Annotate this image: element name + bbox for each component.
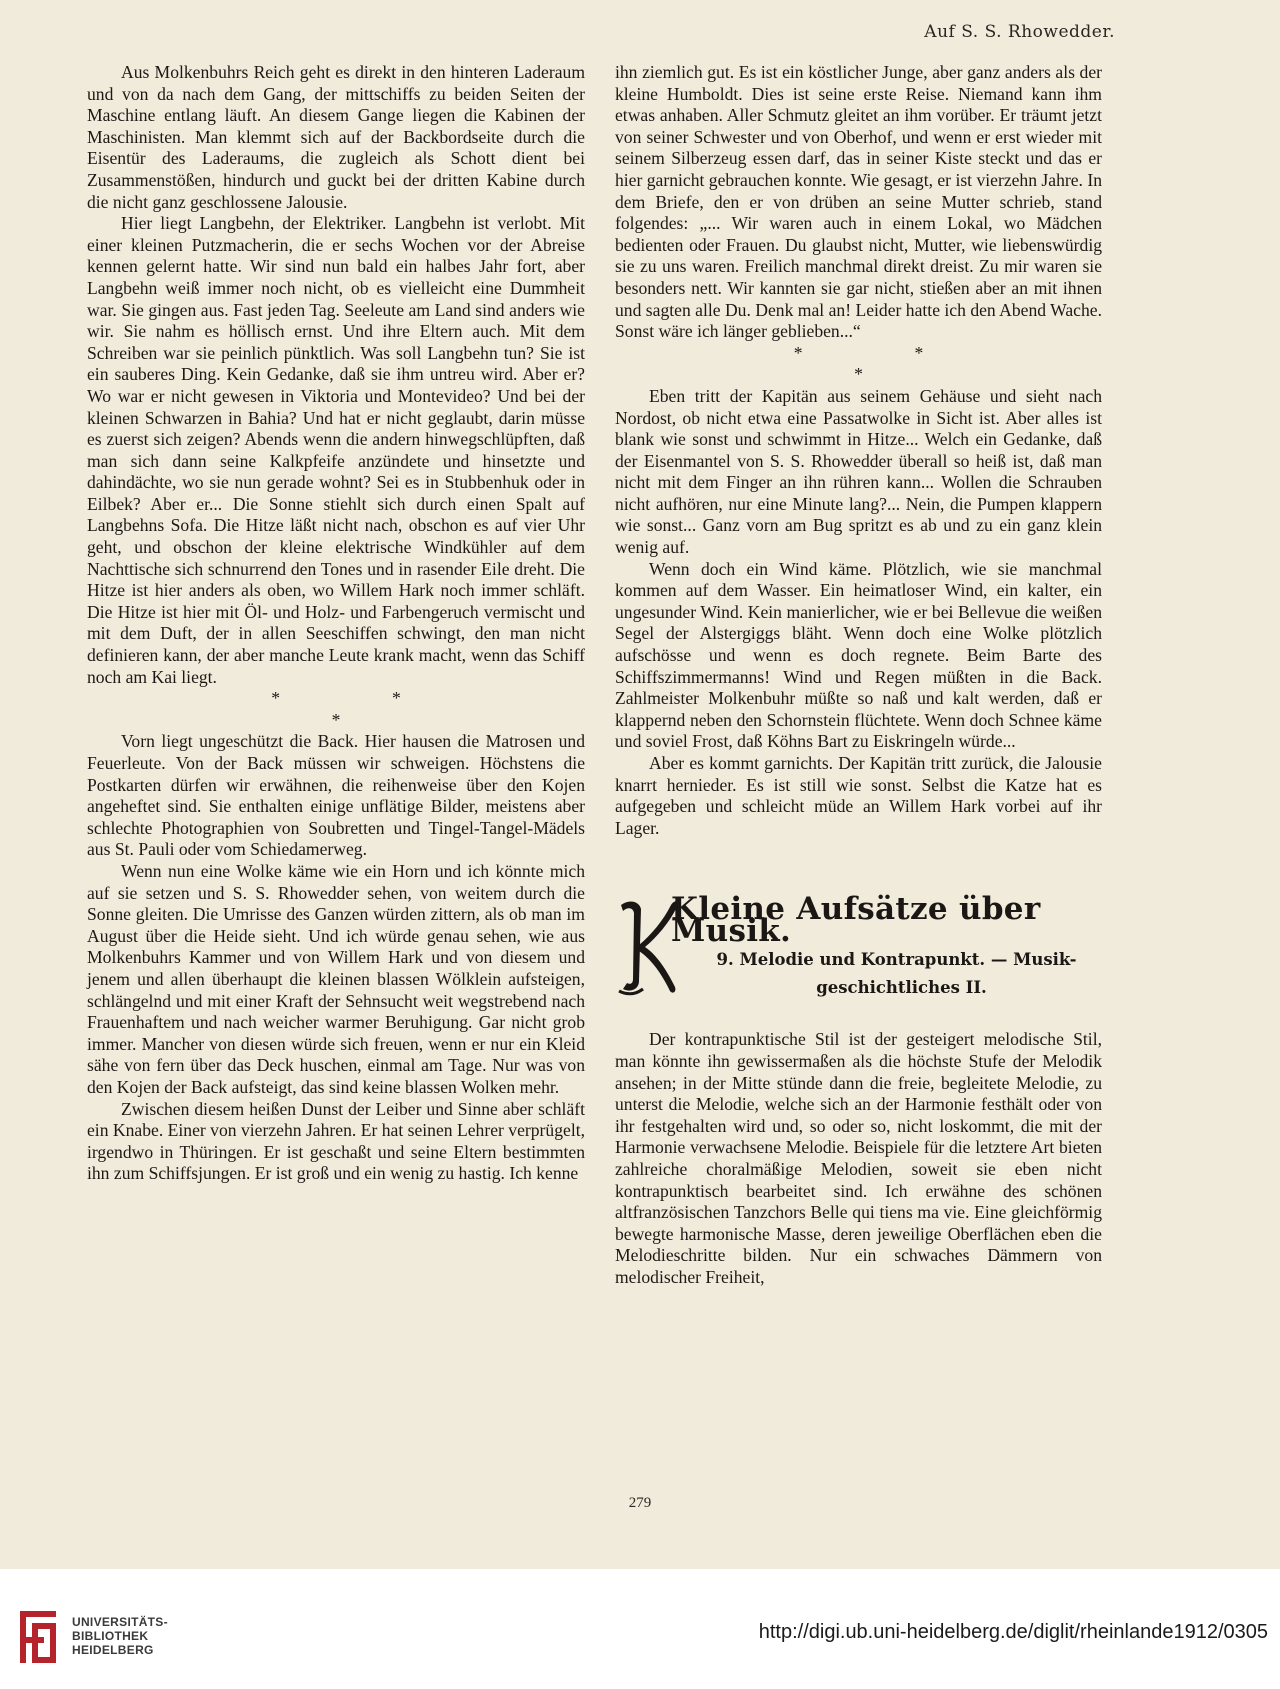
right-column [615,62,1102,1289]
article-title: Kleine Aufsätze über Musik. [671,891,1041,949]
right-paragraph-1: ihn ziemlich gut. Es ist ein köstlicher Junge, aber ganz anders als der kleine Humboldt. Dies ist seine erste Reise. Niemand kann ihm etwas anhaben. Aller Schmutz gleitet an ihm vorüber. Er träumt jetzt von seiner Schwester und von Oberhof, und wenn er erst wieder mit seinem Silberzeug essen darf, das in seiner Kiste steckt und das er hier garnicht gebrauchen konnte. Wie gesagt, er ist vierzehn Jahre. In dem Briefe, den er von drüben an seine Mutter schrieb, stand folgendes: „... Wir waren auch in einem Lokal, wo Mädchen bedienten oder Frauen. Du glaubst nicht, Mutter, wie liebenswürdig sie zu uns waren. Freilich manchmal direkt dreist. Zu mir waren sie besonders nett. Wir kannten sie gar nicht, stießen aber an mit ihnen und sagten alle Du. Denk mal an! Leider hatte ich den Abend Wache. Sonst wäre ich länger geblieben...“ [615,62,1102,342]
left-paragraph-4: Wenn nun eine Wolke käme wie ein Horn und ich könnte mich auf sie setzen und S. S. Rhowedder sehen, von weitem durch die Sonne gleiten. Die Umrisse des Ganzen würden zittern, als ob man im August über die Heide sieht. Und ich würde genau sehen, wie aus Molkenbuhrs Kammer und von Willem Hark und von diesem und jenem und allen überhaupt die kleinen blassen Wölklein aufsteigen, schlängelnd und mit einer Kraft der Sehnsucht weit wegstrebend nach Frauenhaftem und nach weicher warmer Beruhigung. Gar nicht grob immer. Mancher von diesen würde sich freuen, wenn er nur ein Kleid sähe von fern über das Deck huschen, einmal am Tage. Nur was von den Kojen der Back aufsteigt, das sind keine blassen Wolken mehr. [87,860,585,1097]
page-number: 279 [628,1495,652,1511]
article-subtitle: 9. Melodie und Kontrapunkt. — Musik- geschichtliches II. [716,950,1077,998]
article-paragraph-1: Der kontrapunktische Stil ist der gesteigert melodische Stil, man könnte ihn gewissermaßen als die höchste Stufe der Melodik ansehen; in der Mitte stünde dann die freie, begleitete Melodie, zu unterst die Melodie, welche sich an der Harmonie festhält oder von ihr festgehalten wird und, so oder so, nicht loskommt, die mit der Harmonie verwachsene Melodie. Beispiele für die letztere Art bieten zahlreiche choralmäßige Melodien, soweit sie eben nicht kontrapunktisch bearbeitet sind. Ich erwähne des schönen altfranzösischen Tanzchors Belle qui tiens ma vie. Eine gleichförmig bewegte harmonische Masse, deren jeweilige Oberflächen eben die Melodieschritte bilden. Nur ein schwaches Dämmern von melodischer Freiheit, [615,1029,1102,1287]
right-paragraph-4: Aber es kommt garnichts. Der Kapitän tritt zurück, die Jalousie knarrt hernieder. Es ist still wie sonst. Selbst die Katze hat es aufgegeben und schleicht müde an Willem Hark vorbei auf ihr Lager. [615,753,1102,838]
university-library-name: UNIVERSITÄTS- BIBLIOTHEK HEIDELBERG [72,1615,168,1657]
section-separator: * * * [271,688,401,730]
left-paragraph-2: Hier liegt Langbehn, der Elektriker. Langbehn ist verlobt. Mit einer kleinen Putzmacherin, die er sechs Wochen vor der Abreise kennen gelernt hatte. Wir sind nun bald ein halbes Jahr fort, aber Langbehn weiß immer noch nicht, ob es vielleicht eine Dummheit war. Sie gingen aus. Fast jeden Tag. Seeleute am Land sind anders wie wir. Sie nahm es höllisch ernst. Und ihre Eltern auch. Mit dem Schreiben war sie peinlich pünktlich. Was soll Langbehn tun? Sie ist ein sauberes Ding. Kein Gedanke, daß sie ihm untreu wird. Aber er? Wo war er nicht gewesen in Viktoria und Montevideo? Und bei der kleinen Schwarzen in Bahia? Und hat er nicht geglaubt, darin müsse es zuerst sich zeigen? Abends wenn die andern hinwegschlüpften, daß man sich dann seine Kalkpfeife anzündete und hinsetzte und dahindächte, wo sie nun gerade wohnt? Sei es in Stubbenhuk oder in Eilbek? Aber er... Die Sonne stiehlt sich durch einen Spalt auf Langbehns Sofa. Die Hitze läßt nicht nach, obschon es auf vier Uhr geht, und obschon der kleine elektrische Windkühler auf dem Nachttische sich schnurrend den Tones und in rasender Eile dreht. Die Hitze ist hier anders als oben, wo Willem Hark noch immer schläft. Die Hitze ist hier mit Öl- und Holz- und Farbengeruch vermischt und mit dem Duft, der in allen Seeschiffen schwingt, den man nicht definieren kann, der aber manche Leute krank macht, wenn das Schiff noch am Kai liegt. [87,213,585,687]
right-paragraph-2: Eben tritt der Kapitän aus seinem Gehäuse und sieht nach Nordost, ob nicht etwa eine Passatwolke in Sicht ist. Aber alles ist blank wie sonst und schwimmt in Hitze... Welch ein Gedanke, daß der Eisenmantel von S. S. Rhowedder überall so heiß ist, daß man nicht mit dem Finger an ihn rühren kann... Wollen die Schrauben nicht aufhören, nur eine Minute lang?... Nein, die Pumpen klappern wie sonst... Ganz vorn am Bug spritzt es ab und zu ein ganz klein wenig auf. [615,385,1102,558]
left-paragraph-1: Aus Molkenbuhrs Reich geht es direkt in den hinteren Laderaum und von da nach dem Gang, der mittschiffs zu beiden Seiten der Maschine entlang läuft. An diesem Gange liegen die Kabinen der Maschinisten. Man klemmt sich auf der Backbordseite durch die Eisentür des Laderaums, die zugleich als Schott dient bei Zusammenstößen, hindurch und guckt bei der dritten Kabine durch die nicht ganz geschlossene Jalousie. [87,62,585,212]
right-paragraph-3: Wenn doch ein Wind käme. Plötzlich, wie sie manchmal kommen auf dem Wasser. Ein heimatloser Wind, ein kalter, ein ungesunder Wind. Kein manierlicher, wie er bei Bellevue die weißen Segel der Alstergiggs bläht. Wenn doch eine Wolke plötzlich aufschösse und wenn es doch regnete. Beim Barte des Schiffszimmermanns! Wind und Regen müßten in die Back. Zahlmeister Molkenbuhr müßte so naß und kalt werden, daß er klappernd neben den Schornstein flüchtete. Wenn doch Schnee käme und soviel Frost, daß Köhns Bart zu Eiskringeln würde... [615,558,1102,752]
article-heading [615,891,1102,1029]
left-paragraph-3: Vorn liegt ungeschützt die Back. Hier hausen die Matrosen und Feuerleute. Von der Back müssen wir schweigen. Höchstens die Postkarten dürfen wir erwähnen, die reihenweise über den Kojen angeheftet sind. Sie enthalten einige unflätige Bilder, meistens aber schlechte Photographien von Soubretten und Tingel-Tangel-Mädels aus St. Pauli oder vom Schiedamerweg. [87,731,585,860]
university-library-logo-icon [16,1607,60,1667]
footer-bar [0,1569,1280,1689]
left-paragraph-5: Zwischen diesem heißen Dunst der Leiber und Sinne aber schläft ein Knabe. Einer von vierzehn Jahren. Er hat seinen Lehrer verprügelt, irgendwo in Thüringen. Er ist geschaßt und seine Eltern bestimmten ihn zum Schiffsjungen. Er ist groß und ein wenig zu hastig. Ich kenne [87,1098,585,1184]
section-separator: * * * [793,342,924,385]
running-head: Auf S. S. Rhowedder. [924,22,1115,42]
source-url[interactable]: http://digi.ub.uni-heidelberg.de/diglit/rheinlande1912/0305 [758,1621,1268,1643]
left-column [87,62,585,1185]
